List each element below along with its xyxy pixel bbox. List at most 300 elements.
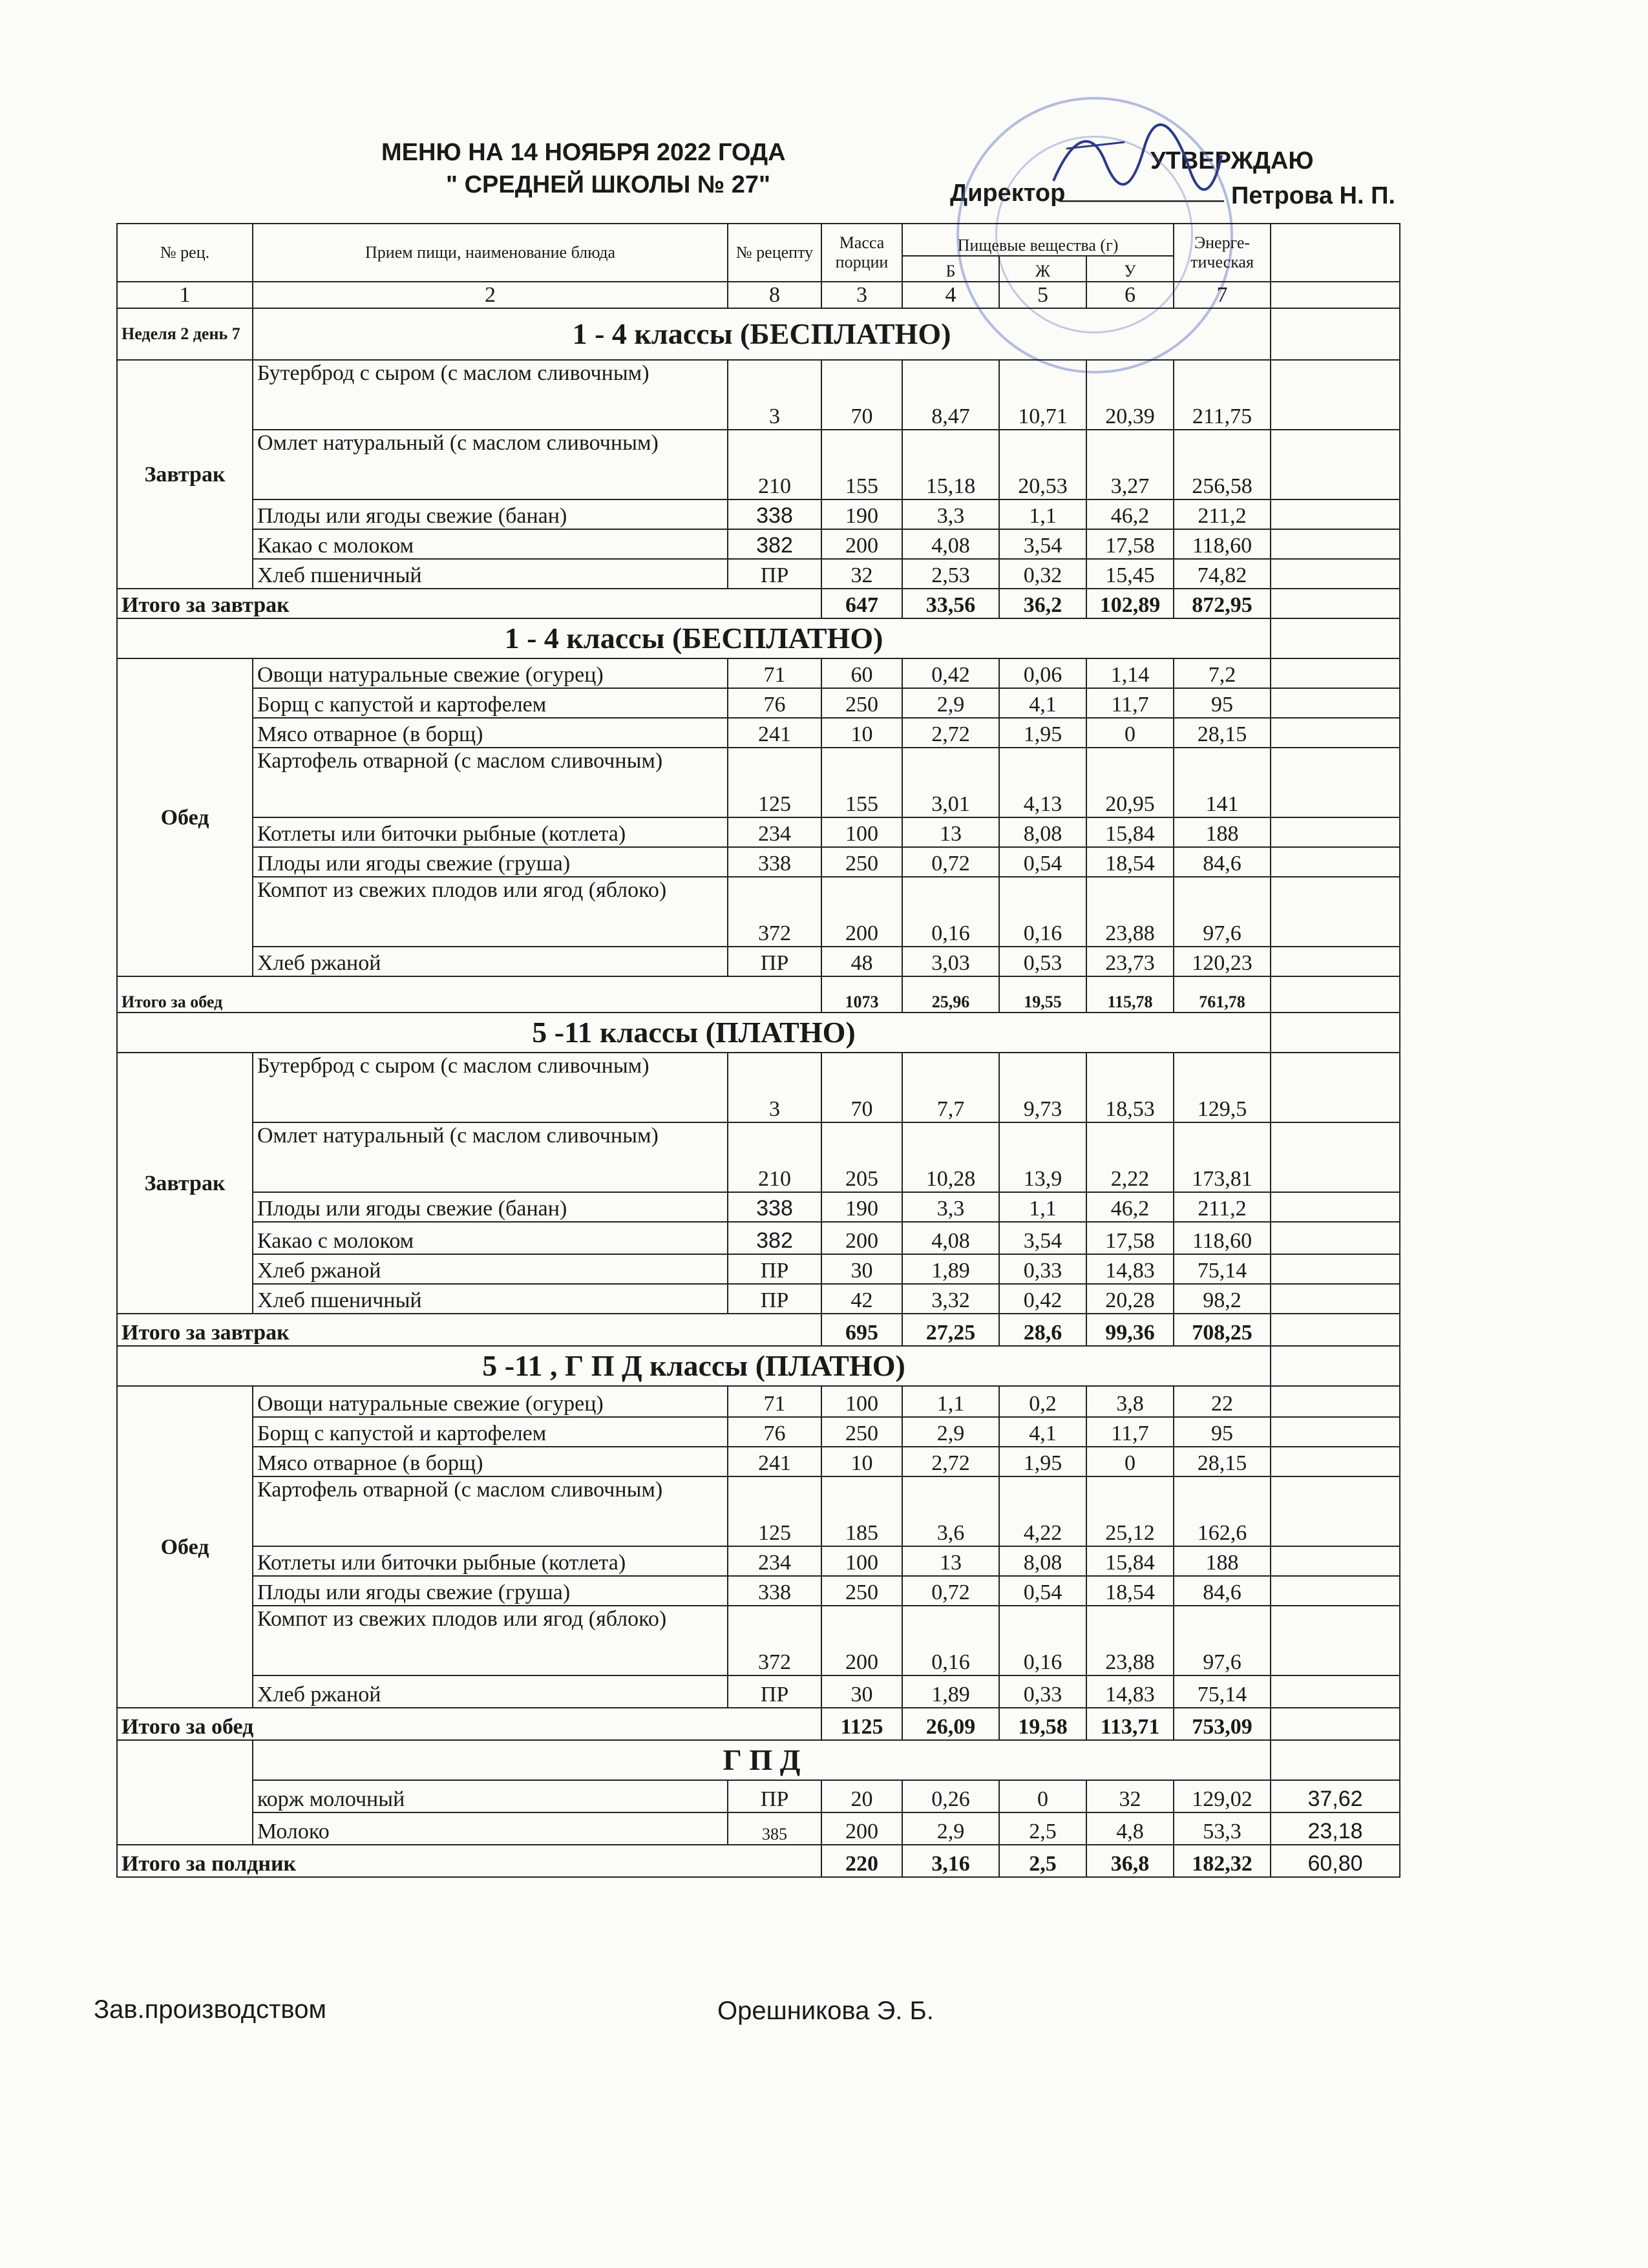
table-row — [117, 817, 1400, 847]
carbs: 32 — [1086, 1780, 1174, 1812]
energy: 28,15 — [1174, 718, 1271, 748]
recipe-number: 241 — [728, 1447, 821, 1476]
col-energy: Энерге-тическая — [1174, 224, 1271, 282]
portion-mass: 30 — [821, 1254, 902, 1284]
meal-label: Завтрак — [117, 1053, 253, 1314]
carbs: 17,58 — [1086, 1222, 1174, 1254]
table-row — [117, 847, 1400, 877]
recipe-number: 210 — [728, 430, 821, 499]
carbs: 17,58 — [1086, 529, 1174, 559]
portion-mass: 250 — [821, 847, 902, 877]
director-signature-line: ____________ — [1060, 176, 1224, 203]
meal-label: Обед — [117, 1386, 253, 1708]
energy: 129,5 — [1174, 1053, 1271, 1122]
total-fat: 28,6 — [999, 1314, 1086, 1346]
recipe-number: 76 — [728, 1417, 821, 1447]
recipe-number: 241 — [728, 718, 821, 748]
portion-mass: 100 — [821, 817, 902, 847]
energy: 211,2 — [1174, 499, 1271, 529]
total-fat: 2,5 — [999, 1845, 1086, 1877]
total-protein: 26,09 — [902, 1708, 999, 1740]
table-row — [117, 658, 1400, 688]
carbs: 1,14 — [1086, 658, 1174, 688]
empty-cell — [117, 1740, 253, 1845]
protein: 1,89 — [902, 1254, 999, 1284]
fat: 1,1 — [999, 499, 1086, 529]
table-row — [117, 877, 1400, 947]
colnum: 6 — [1086, 282, 1174, 308]
carbs: 23,73 — [1086, 947, 1174, 976]
empty-cell — [1271, 1122, 1400, 1192]
protein: 2,53 — [902, 559, 999, 589]
portion-mass: 155 — [821, 430, 902, 499]
empty-cell — [1271, 1192, 1400, 1222]
dish-name: Котлеты или биточки рыбные (котлета) — [253, 817, 728, 847]
colnum: 3 — [821, 282, 902, 308]
production-head-name: Орешникова Э. Б. — [717, 1997, 934, 2025]
fat: 4,22 — [999, 1476, 1086, 1546]
col-portion-mass: Масса порции — [821, 224, 902, 282]
protein: 3,3 — [902, 1192, 999, 1222]
portion-mass: 10 — [821, 718, 902, 748]
fat: 13,9 — [999, 1122, 1086, 1192]
empty-cell — [1271, 1284, 1400, 1314]
energy: 74,82 — [1174, 559, 1271, 589]
protein: 7,7 — [902, 1053, 999, 1122]
total-row — [117, 1845, 1400, 1877]
portion-mass: 200 — [821, 1222, 902, 1254]
recipe-number: 372 — [728, 1606, 821, 1675]
extra-value: 23,18 — [1271, 1812, 1400, 1845]
empty-cell — [1271, 1447, 1400, 1476]
fat: 8,08 — [999, 817, 1086, 847]
table-row — [117, 1122, 1400, 1192]
carbs: 18,54 — [1086, 847, 1174, 877]
protein: 0,26 — [902, 1780, 999, 1812]
total-protein: 33,56 — [902, 589, 999, 618]
empty-cell — [1271, 1708, 1400, 1740]
table-row — [117, 499, 1400, 529]
section-title: 5 -11 классы (ПЛАТНО) — [117, 1013, 1271, 1053]
empty-cell — [1271, 847, 1400, 877]
fat: 8,08 — [999, 1546, 1086, 1576]
dish-name: Плоды или ягоды свежие (банан) — [253, 499, 728, 529]
recipe-number: 125 — [728, 1476, 821, 1546]
section-title: 1 - 4 классы (БЕСПЛАТНО) — [117, 618, 1271, 658]
carbs: 18,54 — [1086, 1576, 1174, 1606]
portion-mass: 70 — [821, 360, 902, 430]
total-fat: 19,55 — [999, 976, 1086, 1013]
recipe-number: ПР — [728, 1780, 821, 1812]
carbs: 14,83 — [1086, 1675, 1174, 1708]
carbs: 14,83 — [1086, 1254, 1174, 1284]
empty-cell — [1271, 559, 1400, 589]
carbs: 4,8 — [1086, 1812, 1174, 1845]
dish-name: Хлеб ржаной — [253, 947, 728, 976]
recipe-number: 382 — [728, 529, 821, 559]
dish-name: Плоды или ягоды свежие (груша) — [253, 847, 728, 877]
menu-title-line1: МЕНЮ НА 14 НОЯБРЯ 2022 ГОДА — [381, 139, 786, 166]
energy: 7,2 — [1174, 658, 1271, 688]
portion-mass: 185 — [821, 1476, 902, 1546]
empty-cell — [1271, 1013, 1400, 1053]
recipe-number: 338 — [728, 847, 821, 877]
dish-name: Хлеб ржаной — [253, 1675, 728, 1708]
meal-label: Обед — [117, 658, 253, 976]
empty-cell — [1271, 1576, 1400, 1606]
menu-title-line2: " СРЕДНЕЙ ШКОЛЫ № 27" — [446, 171, 771, 198]
empty-cell — [1271, 1546, 1400, 1576]
column-number-row — [117, 282, 1400, 308]
carbs: 0 — [1086, 1447, 1174, 1476]
empty-cell — [1271, 688, 1400, 718]
table-row — [117, 1284, 1400, 1314]
fat: 1,95 — [999, 1447, 1086, 1476]
dish-name: Овощи натуральные свежие (огурец) — [253, 1386, 728, 1417]
col-recipe-number: № рецепту — [728, 224, 821, 282]
dish-name: Компот из свежих плодов или ягод (яблоко) — [253, 1606, 728, 1675]
production-head-label: Зав.производством — [94, 1995, 326, 2024]
portion-mass: 250 — [821, 688, 902, 718]
protein: 0,42 — [902, 658, 999, 688]
portion-mass: 200 — [821, 1812, 902, 1845]
energy: 256,58 — [1174, 430, 1271, 499]
dish-name: Бутерброд с сыром (с маслом сливочным) — [253, 1053, 728, 1122]
empty-cell — [1271, 1417, 1400, 1447]
protein: 0,16 — [902, 1606, 999, 1675]
director-label: Директор — [950, 180, 1066, 207]
empty-cell — [1271, 947, 1400, 976]
table-row — [117, 1053, 1400, 1122]
dish-name: Картофель отварной (с маслом сливочным) — [253, 1476, 728, 1546]
colnum: 4 — [902, 282, 999, 308]
energy: 120,23 — [1174, 947, 1271, 976]
portion-mass: 30 — [821, 1675, 902, 1708]
portion-mass: 20 — [821, 1780, 902, 1812]
carbs: 15,84 — [1086, 1546, 1174, 1576]
empty-cell — [1271, 282, 1400, 308]
table-row — [117, 1675, 1400, 1708]
empty-cell — [1271, 430, 1400, 499]
dish-name: Плоды или ягоды свежие (груша) — [253, 1576, 728, 1606]
empty-cell — [1271, 718, 1400, 748]
protein: 2,72 — [902, 718, 999, 748]
protein: 2,9 — [902, 1812, 999, 1845]
total-carbs: 36,8 — [1086, 1845, 1174, 1877]
fat: 4,13 — [999, 748, 1086, 817]
fat: 0 — [999, 1780, 1086, 1812]
fat: 0,53 — [999, 947, 1086, 976]
empty-cell — [1271, 499, 1400, 529]
empty-cell — [1271, 1314, 1400, 1346]
carbs: 20,39 — [1086, 360, 1174, 430]
protein: 1,89 — [902, 1675, 999, 1708]
fat: 0,16 — [999, 1606, 1086, 1675]
meal-label: Завтрак — [117, 360, 253, 589]
table-row — [117, 1780, 1400, 1812]
protein: 15,18 — [902, 430, 999, 499]
portion-mass: 190 — [821, 1192, 902, 1222]
energy: 188 — [1174, 1546, 1271, 1576]
section-header — [117, 1740, 1400, 1780]
carbs: 2,22 — [1086, 1122, 1174, 1192]
empty-cell — [1271, 1740, 1400, 1780]
energy: 211,2 — [1174, 1192, 1271, 1222]
director-name: Петрова Н. П. — [1231, 182, 1395, 209]
empty-cell — [1271, 817, 1400, 847]
portion-mass: 205 — [821, 1122, 902, 1192]
total-energy: 182,32 — [1174, 1845, 1271, 1877]
energy: 97,6 — [1174, 877, 1271, 947]
dish-name: Молоко — [253, 1812, 728, 1845]
fat: 0,33 — [999, 1675, 1086, 1708]
col-rec-number: № рец. — [117, 224, 253, 282]
empty-cell — [1271, 1606, 1400, 1675]
carbs: 23,88 — [1086, 877, 1174, 947]
recipe-number: 76 — [728, 688, 821, 718]
table-row — [117, 1254, 1400, 1284]
carbs: 25,12 — [1086, 1476, 1174, 1546]
energy: 84,6 — [1174, 847, 1271, 877]
protein: 3,3 — [902, 499, 999, 529]
carbs: 3,27 — [1086, 430, 1174, 499]
total-label: Итого за завтрак — [117, 1314, 821, 1346]
fat: 3,54 — [999, 1222, 1086, 1254]
carbs: 20,28 — [1086, 1284, 1174, 1314]
dish-name: Плоды или ягоды свежие (банан) — [253, 1192, 728, 1222]
col-carbs: У — [1086, 256, 1174, 282]
total-energy: 761,78 — [1174, 976, 1271, 1013]
portion-mass: 100 — [821, 1386, 902, 1417]
fat: 0,42 — [999, 1284, 1086, 1314]
empty-cell — [1271, 1346, 1400, 1386]
dish-name: корж молочный — [253, 1780, 728, 1812]
portion-mass: 200 — [821, 1606, 902, 1675]
empty-cell — [1271, 529, 1400, 559]
fat: 0,54 — [999, 1576, 1086, 1606]
table-row — [117, 947, 1400, 976]
energy: 95 — [1174, 688, 1271, 718]
protein: 0,16 — [902, 877, 999, 947]
fat: 9,73 — [999, 1053, 1086, 1122]
dish-name: Котлеты или биточки рыбные (котлета) — [253, 1546, 728, 1576]
total-protein: 3,16 — [902, 1845, 999, 1877]
empty-cell — [1271, 1222, 1400, 1254]
total-carbs: 113,71 — [1086, 1708, 1174, 1740]
protein: 8,47 — [902, 360, 999, 430]
empty-cell — [1271, 1675, 1400, 1708]
approve-label: УТВЕРЖДАЮ — [1150, 147, 1314, 174]
col-protein: Б — [902, 256, 999, 282]
recipe-number: ПР — [728, 1254, 821, 1284]
protein: 0,72 — [902, 1576, 999, 1606]
fat: 0,32 — [999, 559, 1086, 589]
energy: 129,02 — [1174, 1780, 1271, 1812]
portion-mass: 42 — [821, 1284, 902, 1314]
portion-mass: 250 — [821, 1576, 902, 1606]
fat: 1,1 — [999, 1192, 1086, 1222]
colnum: 8 — [728, 282, 821, 308]
total-carbs: 102,89 — [1086, 589, 1174, 618]
portion-mass: 190 — [821, 499, 902, 529]
section-title: 1 - 4 классы (БЕСПЛАТНО) — [253, 308, 1271, 360]
protein: 2,9 — [902, 1417, 999, 1447]
recipe-number: ПР — [728, 559, 821, 589]
fat: 0,16 — [999, 877, 1086, 947]
dish-name: Компот из свежих плодов или ягод (яблоко) — [253, 877, 728, 947]
total-mass: 1073 — [821, 976, 902, 1013]
recipe-number: ПР — [728, 947, 821, 976]
recipe-number: 338 — [728, 1192, 821, 1222]
total-label: Итого за обед — [117, 1708, 821, 1740]
empty-cell — [1271, 748, 1400, 817]
total-energy: 753,09 — [1174, 1708, 1271, 1740]
dish-name: Борщ с капустой и картофелем — [253, 1417, 728, 1447]
portion-mass: 200 — [821, 529, 902, 559]
dish-name: Омлет натуральный (с маслом сливочным) — [253, 1122, 728, 1192]
dish-name: Какао с молоком — [253, 529, 728, 559]
total-mass: 1125 — [821, 1708, 902, 1740]
fat: 2,5 — [999, 1812, 1086, 1845]
dish-name: Мясо отварное (в борщ) — [253, 1447, 728, 1476]
carbs: 15,45 — [1086, 559, 1174, 589]
col-extra — [1271, 224, 1400, 282]
week-day-label: Неделя 2 день 7 — [117, 308, 253, 360]
carbs: 15,84 — [1086, 817, 1174, 847]
portion-mass: 155 — [821, 748, 902, 817]
header-row — [117, 224, 1400, 256]
table-row — [117, 430, 1400, 499]
dish-name: Мясо отварное (в борщ) — [253, 718, 728, 748]
dish-name: Какао с молоком — [253, 1222, 728, 1254]
protein: 13 — [902, 1546, 999, 1576]
table-row — [117, 1546, 1400, 1576]
col-nutrients: Пищевые вещества (г) — [902, 224, 1174, 256]
fat: 20,53 — [999, 430, 1086, 499]
director-signature — [1047, 123, 1228, 207]
protein: 2,72 — [902, 1447, 999, 1476]
empty-cell — [1271, 1053, 1400, 1122]
recipe-number: 71 — [728, 1386, 821, 1417]
col-dish-name: Прием пищи, наименование блюда — [253, 224, 728, 282]
section-header — [117, 1346, 1400, 1386]
protein: 4,08 — [902, 1222, 999, 1254]
col-fat: Ж — [999, 256, 1086, 282]
section-title: 5 -11 , Г П Д классы (ПЛАТНО) — [117, 1346, 1271, 1386]
dish-name: Бутерброд с сыром (с маслом сливочным) — [253, 360, 728, 430]
carbs: 0 — [1086, 718, 1174, 748]
energy: 28,15 — [1174, 1447, 1271, 1476]
total-label: Итого за полдник — [117, 1845, 821, 1877]
total-protein: 25,96 — [902, 976, 999, 1013]
carbs: 20,95 — [1086, 748, 1174, 817]
total-carbs: 99,36 — [1086, 1314, 1174, 1346]
protein: 10,28 — [902, 1122, 999, 1192]
section-title: Г П Д — [253, 1740, 1271, 1780]
portion-mass: 100 — [821, 1546, 902, 1576]
empty-cell — [1271, 618, 1400, 658]
energy: 162,6 — [1174, 1476, 1271, 1546]
table-row — [117, 559, 1400, 589]
portion-mass: 70 — [821, 1053, 902, 1122]
table-row — [117, 529, 1400, 559]
total-row — [117, 1314, 1400, 1346]
dish-name: Овощи натуральные свежие (огурец) — [253, 658, 728, 688]
extra-value: 37,62 — [1271, 1780, 1400, 1812]
total-mass: 695 — [821, 1314, 902, 1346]
protein: 1,1 — [902, 1386, 999, 1417]
table-row — [117, 688, 1400, 718]
empty-cell — [1271, 360, 1400, 430]
table-row — [117, 1192, 1400, 1222]
table-row — [117, 1476, 1400, 1546]
energy: 95 — [1174, 1417, 1271, 1447]
total-row — [117, 976, 1400, 1013]
fat: 0,06 — [999, 658, 1086, 688]
total-row — [117, 1708, 1400, 1740]
recipe-number: 71 — [728, 658, 821, 688]
table-row — [117, 1447, 1400, 1476]
protein: 0,72 — [902, 847, 999, 877]
energy: 188 — [1174, 817, 1271, 847]
energy: 118,60 — [1174, 1222, 1271, 1254]
colnum: 2 — [253, 282, 728, 308]
total-energy: 872,95 — [1174, 589, 1271, 618]
recipe-number: 372 — [728, 877, 821, 947]
recipe-number: 234 — [728, 817, 821, 847]
empty-cell — [1271, 877, 1400, 947]
table-row — [117, 1222, 1400, 1254]
recipe-number: ПР — [728, 1284, 821, 1314]
menu-table — [116, 223, 1400, 1878]
carbs: 23,88 — [1086, 1606, 1174, 1675]
recipe-number: 3 — [728, 1053, 821, 1122]
carbs: 18,53 — [1086, 1053, 1174, 1122]
dish-name: Омлет натуральный (с маслом сливочным) — [253, 430, 728, 499]
recipe-number: 338 — [728, 499, 821, 529]
energy: 98,2 — [1174, 1284, 1271, 1314]
energy: 53,3 — [1174, 1812, 1271, 1845]
total-row — [117, 589, 1400, 618]
portion-mass: 10 — [821, 1447, 902, 1476]
empty-cell — [1271, 658, 1400, 688]
section-header — [117, 618, 1400, 658]
recipe-number: 3 — [728, 360, 821, 430]
table-row — [117, 360, 1400, 430]
dish-name: Хлеб ржаной — [253, 1254, 728, 1284]
protein: 3,32 — [902, 1284, 999, 1314]
recipe-number: 210 — [728, 1122, 821, 1192]
colnum: 7 — [1174, 282, 1271, 308]
portion-mass: 200 — [821, 877, 902, 947]
portion-mass: 250 — [821, 1417, 902, 1447]
total-fat: 36,2 — [999, 589, 1086, 618]
total-fat: 19,58 — [999, 1708, 1086, 1740]
fat: 1,95 — [999, 718, 1086, 748]
table-row — [117, 1812, 1400, 1845]
carbs: 46,2 — [1086, 499, 1174, 529]
colnum: 5 — [999, 282, 1086, 308]
dish-name: Картофель отварной (с маслом сливочным) — [253, 748, 728, 817]
fat: 4,1 — [999, 1417, 1086, 1447]
energy: 173,81 — [1174, 1122, 1271, 1192]
table-row — [117, 1576, 1400, 1606]
fat: 0,2 — [999, 1386, 1086, 1417]
energy: 118,60 — [1174, 529, 1271, 559]
portion-mass: 48 — [821, 947, 902, 976]
empty-cell — [1271, 976, 1400, 1013]
recipe-number: 125 — [728, 748, 821, 817]
